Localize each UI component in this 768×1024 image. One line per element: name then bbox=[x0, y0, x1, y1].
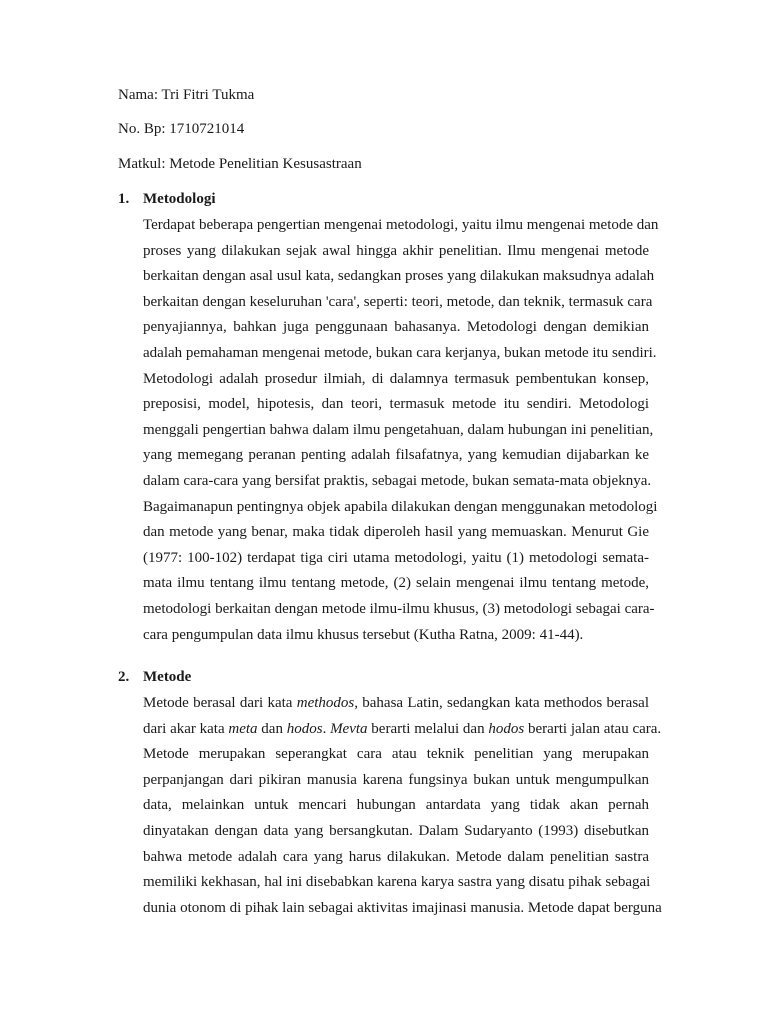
paragraph-line: perpanjangan dari pikiran manusia karena fungsinya bukan untuk mengumpulkan bbox=[143, 771, 649, 788]
paragraph-line: Metode berasal dari kata methodos, bahasa Latin, sedangkan kata methodos berasal bbox=[143, 695, 649, 711]
student-name: Nama: Tri Fitri Tukma bbox=[118, 87, 255, 103]
paragraph-line: dunia otonom di pihak lain sebagai aktivitas imajinasi manusia. Metode dapat berguna bbox=[143, 899, 662, 916]
section-1-number: 1. bbox=[118, 191, 130, 207]
paragraph-line: cara pengumpulan data ilmu khusus tersebut (Kutha Ratna, 2009: 41-44). bbox=[143, 626, 584, 643]
paragraph-line: metodologi berkaitan dengan metode ilmu-ilmu khusus, (3) metodologi sebagai cara- bbox=[143, 600, 655, 617]
paragraph-line: dari akar kata meta dan hodos. Mevta berarti melalui dan hodos berarti jalan atau cara. bbox=[143, 720, 662, 737]
paragraph-line: dan metode yang benar, maka tidak diperoleh hasil yang memuaskan. Menurut Gie bbox=[143, 524, 649, 541]
paragraph-line: berkaitan dengan asal usul kata, sedangkan proses yang dilakukan maksudnya adalah bbox=[143, 268, 655, 285]
course-name: Matkul: Metode Penelitian Kesusastraan bbox=[118, 156, 362, 172]
paragraph-line: memiliki kekhasan, hal ini disebabkan karena karya sastra yang disatu pihak sebagai bbox=[143, 874, 651, 891]
paragraph-line: Metode merupakan seperangkat cara atau teknik penelitian yang merupakan bbox=[143, 746, 649, 763]
paragraph-line: Metodologi adalah prosedur ilmiah, di dalamnya termasuk pembentukan konsep, bbox=[143, 370, 649, 387]
section-2-paragraph bbox=[143, 691, 662, 921]
paragraph-line: proses yang dilakukan sejak awal hingga akhir penelitian. Ilmu mengenai metode bbox=[143, 242, 649, 259]
paragraph-line: menggali pengertian bahwa dalam ilmu pengetahuan, dalam hubungan ini penelitian, bbox=[143, 421, 654, 438]
paragraph-line: bahwa metode adalah cara yang harus dilakukan. Metode dalam penelitian sastra bbox=[143, 848, 649, 865]
paragraph-line: Bagaimanapun pentingnya objek apabila dilakukan dengan menggunakan metodologi bbox=[143, 498, 658, 515]
paragraph-line: penyajiannya, bahkan juga penggunaan bahasanya. Metodologi dengan demikian bbox=[143, 319, 649, 336]
section-2-number: 2. bbox=[118, 669, 130, 685]
section-2-title: Metode bbox=[143, 669, 192, 685]
paragraph-line: adalah pemahaman mengenai metode, bukan cara kerjanya, bukan metode itu sendiri. bbox=[143, 344, 657, 361]
paragraph-line: dinyatakan dengan data yang bersangkutan. Dalam Sudaryanto (1993) disebutkan bbox=[143, 822, 649, 839]
paragraph-line: Terdapat beberapa pengertian mengenai metodologi, yaitu ilmu mengenai metode dan bbox=[143, 217, 659, 233]
paragraph-line: preposisi, model, hipotesis, dan teori, termasuk metode itu sendiri. Metodologi bbox=[143, 396, 649, 413]
section-1-title: Metodologi bbox=[143, 191, 216, 207]
paragraph-line: (1977: 100-102) terdapat tiga ciri utama metodologi, yaitu (1) metodologi semata- bbox=[143, 549, 649, 566]
paragraph-line: mata ilmu tentang ilmu tentang metode, (2) selain mengenai ilmu tentang metode, bbox=[143, 575, 649, 592]
paragraph-line: data, melainkan untuk mencari hubungan antardata yang tidak akan pernah bbox=[143, 797, 649, 814]
section-1-paragraph bbox=[143, 213, 659, 648]
paragraph-line: yang memegang peranan penting adalah filsafatnya, yang kemudian dijabarkan ke bbox=[143, 447, 649, 464]
paragraph-line: berkaitan dengan keseluruhan 'cara', seperti: teori, metode, dan teknik, termasuk cara bbox=[143, 293, 653, 310]
paragraph-line: dalam cara-cara yang bersifat praktis, sebagai metode, bukan semata-mata objeknya. bbox=[143, 472, 652, 489]
student-bp: No. Bp: 1710721014 bbox=[118, 121, 245, 137]
